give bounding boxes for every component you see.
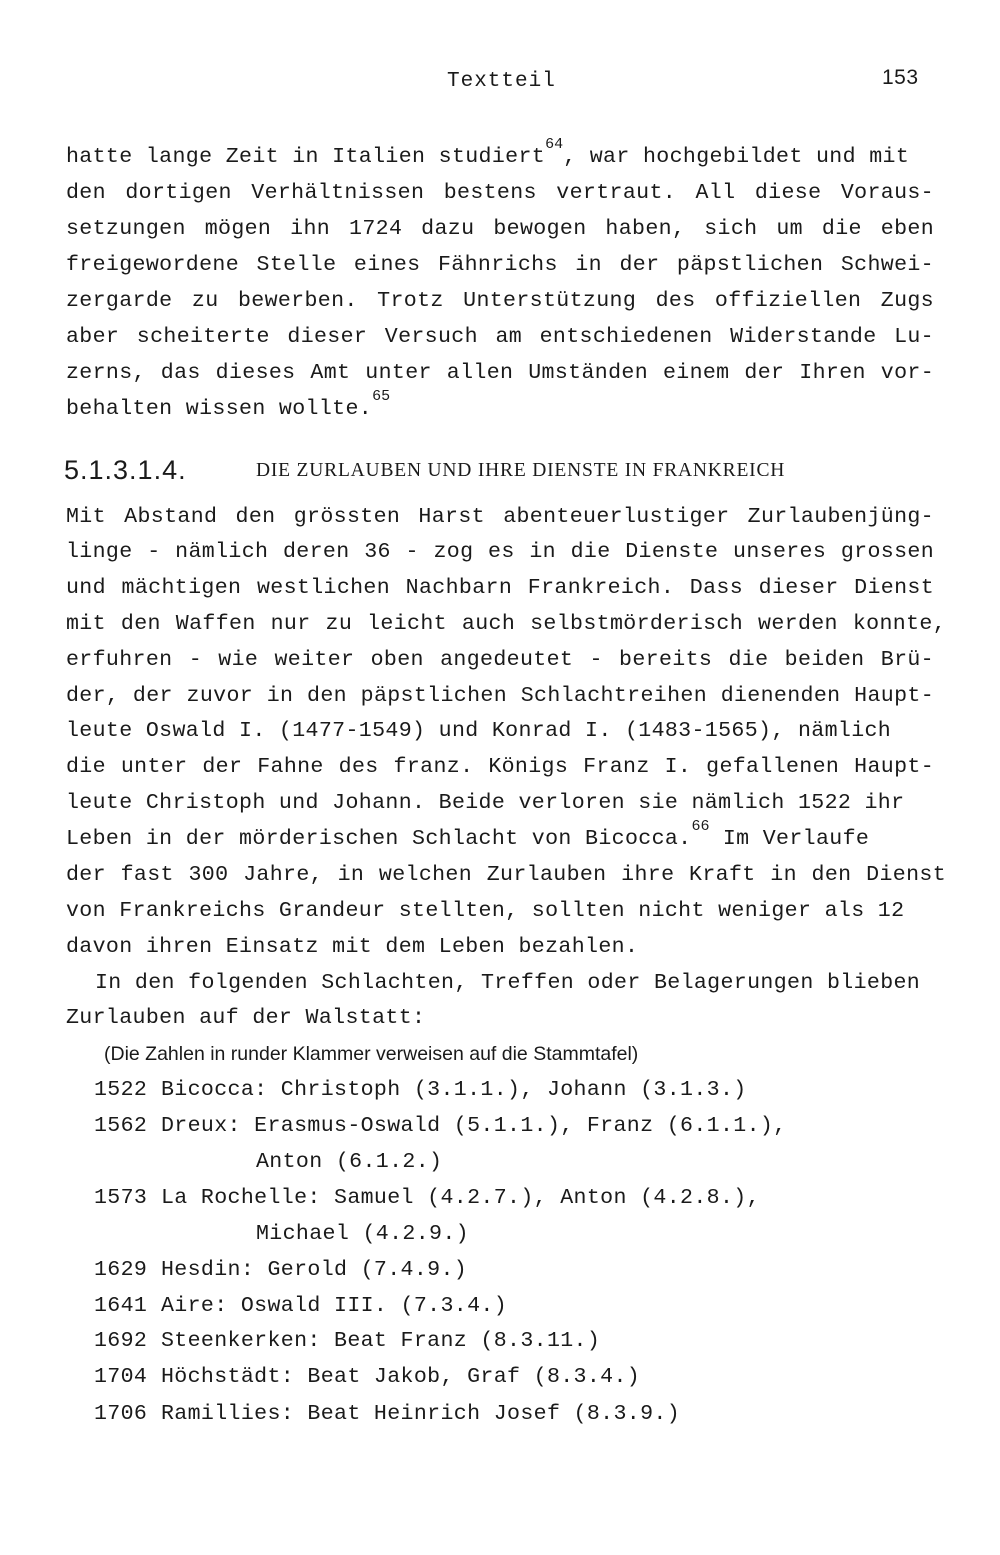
- paragraph-2-line: Mit Abstand den grössten Harst abenteuerlustiger Zurlaubenjüng-: [66, 505, 934, 529]
- paragraph-1-line: freigewordene Stelle eines Fähnrichs in der päpstlichen Schwei-: [66, 253, 934, 277]
- stammtafel-note: (Die Zahlen in runder Klammer verweisen auf die Stammtafel): [104, 1043, 639, 1065]
- battle-year: 1573: [94, 1186, 148, 1210]
- paragraph-2-line: der, der zuvor in den päpstlichen Schlachtreihen dienenden Haupt-: [66, 684, 934, 708]
- battle-continuation: Michael (4.2.9.): [256, 1222, 469, 1246]
- paragraph-1-line: zerns, das dieses Amt unter allen Umständen einem der Ihren vor-: [66, 361, 934, 385]
- battle-text: Hesdin: Gerold (7.4.9.): [161, 1258, 468, 1282]
- battle-entry: [94, 1367, 640, 1389]
- paragraph-1-line: setzungen mögen ihn 1724 dazu bewogen haben, sich um die eben: [66, 217, 934, 241]
- battle-text: Ramillies: Beat Heinrich Josef (8.3.9.): [161, 1402, 681, 1426]
- battle-continuation: Anton (6.1.2.): [256, 1150, 443, 1174]
- paragraph-1-line: aber scheiterte dieser Versuch am entschiedenen Widerstande Lu-: [66, 325, 934, 349]
- paragraph-2-line: davon ihren Einsatz mit dem Leben bezahlen.: [66, 935, 639, 959]
- battle-entry: [94, 1404, 680, 1426]
- running-title: Textteil: [447, 70, 556, 93]
- paragraph-2-line: der fast 300 Jahre, in welchen Zurlauben ihre Kraft in den Dienst: [66, 863, 946, 887]
- paragraph-2-line: von Frankreichs Grandeur stellten, sollten nicht weniger als 12: [66, 899, 905, 923]
- paragraph-2-line: leute Oswald I. (1477-1549) und Konrad I. (1483-1565), nämlich: [66, 719, 892, 743]
- footnote-ref-66: 66: [691, 818, 710, 835]
- paragraph-2-line: mit den Waffen nur zu leicht auch selbstmörderisch werden konnte,: [66, 612, 946, 636]
- battle-text: Bicocca: Christoph (3.1.1.), Johann (3.1.3.): [161, 1078, 747, 1102]
- footnote-ref-64: 64: [545, 136, 564, 153]
- battle-entry: [94, 1188, 760, 1210]
- paragraph-3-line: In den folgenden Schlachten, Treffen oder Belagerungen blieben: [95, 971, 921, 995]
- paragraph-1-line: zergarde zu bewerben. Trotz Unterstützung des offiziellen Zugs: [66, 289, 934, 313]
- section-title: DIE ZURLAUBEN UND IHRE DIENSTE IN FRANKREICH: [256, 460, 786, 481]
- paragraph-1-line: den dortigen Verhältnissen bestens vertraut. All diese Voraus-: [66, 181, 934, 205]
- section-number: 5.1.3.1.4.: [64, 455, 187, 485]
- text-segment: behalten wissen wollte.: [66, 397, 373, 421]
- paragraph-2-line: und mächtigen westlichen Nachbarn Frankreich. Dass dieser Dienst: [66, 576, 934, 600]
- battle-year: 1522: [94, 1078, 148, 1102]
- paragraph-2-line: linge - nämlich deren 36 - zog es in die Dienste unseres grossen: [66, 540, 934, 564]
- paragraph-2-line: [66, 818, 870, 851]
- battle-text: Aire: Oswald III. (7.3.4.): [161, 1294, 508, 1318]
- battle-text: Steenkerken: Beat Franz (8.3.11.): [161, 1329, 601, 1353]
- page-number: 153: [882, 66, 919, 89]
- paragraph-1-line: [66, 388, 391, 421]
- footnote-ref-65: 65: [372, 388, 391, 405]
- battle-year: 1704: [94, 1365, 148, 1389]
- text-segment: Im Verlaufe: [709, 827, 870, 851]
- battle-year: 1629: [94, 1258, 148, 1282]
- battle-year: 1692: [94, 1329, 148, 1353]
- paragraph-2-line: die unter der Fahne des franz. Königs Franz I. gefallenen Haupt-: [66, 755, 934, 779]
- battle-text: Dreux: Erasmus-Oswald (5.1.1.), Franz (6.1.1.),: [161, 1114, 787, 1138]
- battle-entry: [94, 1331, 600, 1353]
- battle-year: 1562: [94, 1114, 148, 1138]
- battle-year: 1706: [94, 1402, 148, 1426]
- battle-text: Höchstädt: Beat Jakob, Graf (8.3.4.): [161, 1365, 641, 1389]
- text-segment: , war hochgebildet und mit: [563, 145, 910, 169]
- battle-text: La Rochelle: Samuel (4.2.7.), Anton (4.2.8.),: [161, 1186, 760, 1210]
- battle-entry: [94, 1260, 467, 1282]
- paragraph-2-line: erfuhren - wie weiter oben angedeutet - bereits die beiden Brü-: [66, 648, 934, 672]
- paragraph-2-line: leute Christoph und Johann. Beide verloren sie nämlich 1522 ihr: [66, 791, 905, 815]
- battle-entry: [94, 1080, 747, 1102]
- paragraph-3-line: Zurlauben auf der Walstatt:: [66, 1006, 426, 1030]
- battle-entry: [94, 1296, 507, 1318]
- text-segment: hatte lange Zeit in Italien studiert: [66, 145, 546, 169]
- battle-year: 1641: [94, 1294, 148, 1318]
- battle-entry: [94, 1116, 787, 1138]
- paragraph-1-line: [66, 136, 910, 169]
- text-segment: Leben in der mörderischen Schlacht von Bicocca.: [66, 827, 692, 851]
